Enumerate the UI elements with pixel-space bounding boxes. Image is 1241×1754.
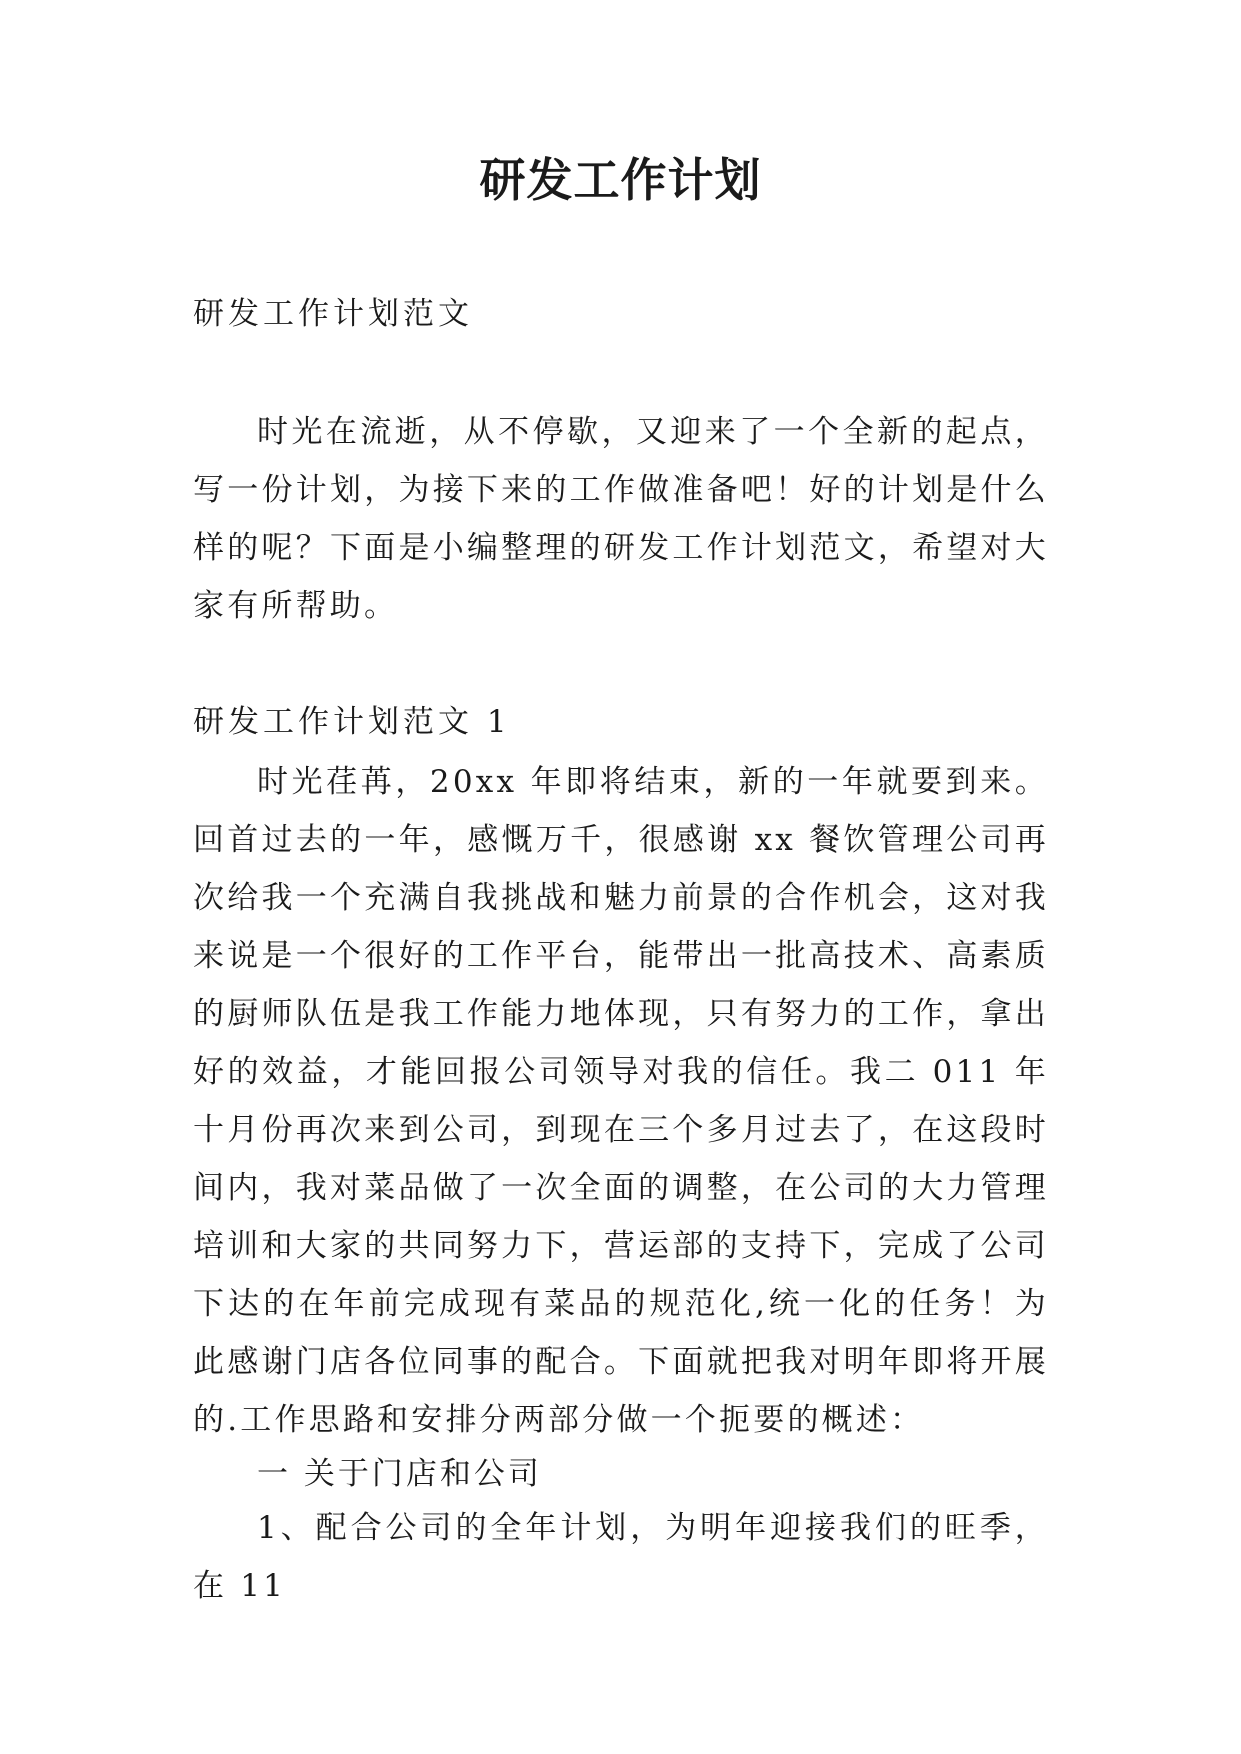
document-subtitle: 研发工作计划范文 (193, 296, 473, 332)
intro-paragraph: 时光在流逝，从不停歇，又迎来了一个全新的起点，写一份计划，为接下来的工作做准备吧！好的计划是什么样的呢？下面是小编整理的研发工作计划范文，希望对大家有所帮助。 (193, 414, 1049, 624)
section-body-paragraph: 时光荏苒，20xx 年即将结束，新的一年就要到来。回首过去的一年，感慨万千，很感谢 xx 餐饮管理公司再次给我一个充满自我挑战和魅力前景的合作机会，这对我来说是一个很好的工作平台，能带出一批高技术、高素质的厨师队伍是我工作能力地体现，只有努力的工作，拿出好的效益，才能回报公司领导对我的信任。我二 011 年十月份再次来到公司，到现在三个多月过去了，在这段时间内，我对菜品做了一次全面的调整，在公司的大力管理培训和大家的共同努力下，营运部的支持下，完成了公司下达的在年前完成现有菜品的规范化,统一化的任务！为此感谢门店各位同事的配合。下面就把我对明年即将开展的.工作思路和安排分两部分做一个扼要的概述： (193, 764, 1049, 1438)
section-title: 研发工作计划范文 1 (193, 704, 511, 740)
list-item: 1、配合公司的全年计划，为明年迎接我们的旺季，在 11 (193, 1510, 1049, 1604)
document-title: 研发工作计划 (479, 153, 762, 207)
subheading: 一 关于门店和公司 (257, 1456, 542, 1492)
